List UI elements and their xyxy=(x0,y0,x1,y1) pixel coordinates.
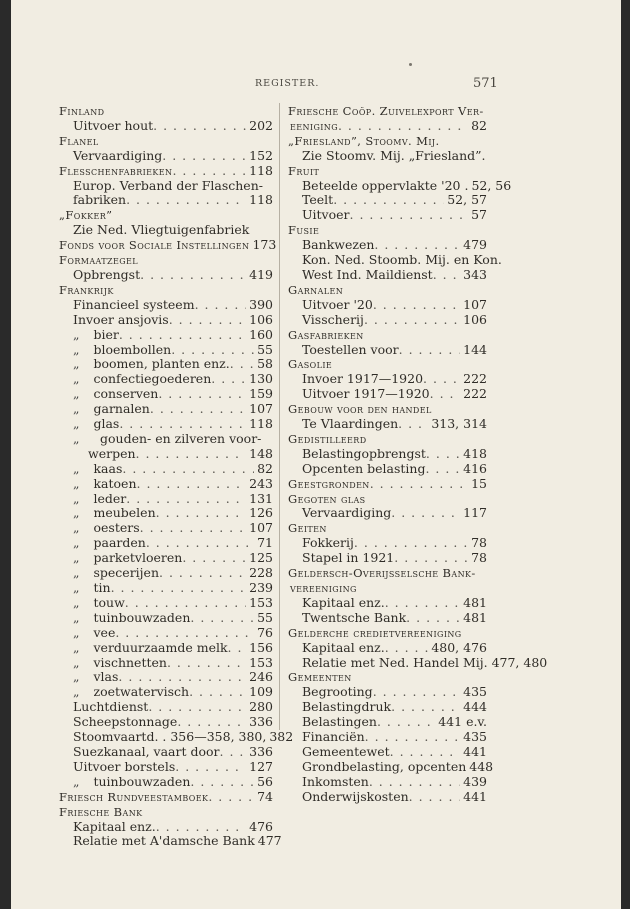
index-row: Kapitaal enz. . . . 476 xyxy=(59,820,273,835)
index-row: Kapitaal enz. . . . 481 xyxy=(288,596,487,611)
entry-heading-row: Geestgronden . . . 15 xyxy=(288,477,487,492)
ditto-mark xyxy=(59,775,79,790)
ditto-mark xyxy=(59,417,79,432)
ditto-mark xyxy=(59,551,79,566)
index-row: Uitvoer . . . 57 xyxy=(288,208,487,223)
entry-heading: Finland xyxy=(59,104,105,118)
ditto-mark xyxy=(59,387,79,402)
index-row: „ bloembollen . . . 55 xyxy=(59,343,273,358)
index-line: Kon. Ned. Stoomb. Mij. en Kon. xyxy=(302,252,502,268)
ditto-mark xyxy=(59,670,79,685)
index-row: „ boomen, planten enz. . . . 58 xyxy=(59,357,273,372)
ditto-mark xyxy=(59,611,79,626)
entry-heading: Gebouw voor den handel xyxy=(288,402,432,417)
index-row: „ conserven . . . 159 xyxy=(59,387,273,402)
index-row: Uitvoer borstels . . . 127 xyxy=(59,760,273,775)
entry-heading: Garnalen xyxy=(288,282,344,297)
index-row: Begrooting . . . 435 xyxy=(288,685,487,700)
index-row: Gemeentewet . . . 441 xyxy=(288,745,487,760)
index-row: Luchtdienst . . . 280 xyxy=(59,700,273,715)
ditto-mark xyxy=(59,372,79,387)
index-row: Grondbelasting, opcenten 448 xyxy=(302,758,494,774)
index-row: „ tuinbouwzaden . . . 55 xyxy=(59,611,273,626)
index-row: Teelt . . . 52, 57 xyxy=(288,193,487,208)
entry-heading: „Friesland”, Stoomv. Mij. xyxy=(288,133,440,148)
index-row: Relatie met A'damsche Bank 477 xyxy=(73,833,282,849)
book-page xyxy=(11,0,621,909)
index-row: Belastingen . . . 441 e.v. xyxy=(288,715,487,730)
index-row: Vervaardiging . . . 117 xyxy=(288,506,487,521)
entry-heading: Fusie xyxy=(288,223,320,238)
ditto-mark xyxy=(59,641,79,656)
index-row: „ vischnetten . . . 153 xyxy=(59,656,273,671)
index-row: Twentsche Bank . . . 481 xyxy=(288,611,487,626)
ditto-mark xyxy=(59,566,79,581)
index-row: Uitvoer 1917—1920 . . . 222 xyxy=(288,387,487,402)
ditto-mark xyxy=(59,536,79,551)
ditto-mark xyxy=(59,328,79,343)
index-row: Stapel in 1921 . . . 78 xyxy=(288,551,487,566)
ditto-mark xyxy=(59,521,79,536)
ditto-mark xyxy=(59,656,79,671)
running-header xyxy=(11,76,621,94)
ditto-mark xyxy=(59,357,79,372)
index-row: Scheepstonnage . . . 336 xyxy=(59,715,273,730)
page-number: 571 xyxy=(473,76,498,91)
index-row: „ kaas . . . 82 xyxy=(59,462,273,477)
index-row: „ vee . . . 76 xyxy=(59,626,273,641)
index-line: Europ. Verband der Flaschen- xyxy=(73,177,263,193)
ditto-mark xyxy=(59,581,79,596)
index-row: „ tuinbouwzaden . . . 56 xyxy=(59,775,273,790)
entry-heading: Gegoten glas xyxy=(288,491,366,506)
entry-heading: „Fokker” xyxy=(59,208,113,223)
entry-heading-row: Flesschenfabrieken . . . 118 xyxy=(59,164,273,179)
index-row: Fokkerij . . . 78 xyxy=(288,536,487,551)
index-row: „ garnalen . . . 107 xyxy=(59,402,273,417)
index-row: Opcenten belasting . . . 416 xyxy=(288,462,487,477)
ditto-mark xyxy=(59,506,79,521)
index-column-right xyxy=(288,104,548,805)
ditto-mark xyxy=(59,626,79,641)
index-row: Te Vlaardingen . . . 313, 314 xyxy=(288,417,487,432)
ditto-mark xyxy=(59,477,79,492)
index-row: „ zoetwatervisch . . . 109 xyxy=(59,685,273,700)
index-row: „ katoen . . . 243 xyxy=(59,477,273,492)
index-row: „ meubelen . . . 126 xyxy=(59,506,273,521)
entry-heading: Frankrijk xyxy=(59,282,114,297)
index-row: Uitvoer hout . . . 202 xyxy=(59,119,273,134)
index-line: Zie Stoomv. Mij. „Friesland”. xyxy=(302,147,486,163)
index-row: Bankwezen . . . 479 xyxy=(288,238,487,253)
index-line: Relatie met Ned. Handel Mij. 477, 480 xyxy=(302,654,548,670)
column-divider xyxy=(279,103,280,730)
index-row: Financiën . . . 435 xyxy=(288,730,487,745)
index-row: „ bier . . . 160 xyxy=(59,328,273,343)
index-row: Beteelde oppervlakte '20 . 52, 56 xyxy=(302,177,512,193)
index-row: Financieel systeem . . . 390 xyxy=(59,298,273,313)
index-row: Vervaardiging . . . 152 xyxy=(59,149,273,164)
entry-heading: Formaatzegel xyxy=(59,253,138,268)
index-row: „ paarden . . . 71 xyxy=(59,536,273,551)
entry-heading: Friesche Coöp. Zuivelexport Ver- xyxy=(288,104,484,118)
entry-heading: Geldersch-Overijsselsche Bank- xyxy=(288,566,476,581)
index-row: West Ind. Maildienst . . . 343 xyxy=(288,268,487,283)
header-title: REGISTER. xyxy=(255,78,320,89)
index-row: Inkomsten . . . 439 xyxy=(288,775,487,790)
index-row: fabriken . . . 118 xyxy=(59,193,273,208)
entry-heading: Geiten xyxy=(288,521,327,536)
index-row: Onderwijskosten . . . 441 xyxy=(288,790,487,805)
index-row: Kapitaal enz. . . . 480, 476 xyxy=(288,641,487,656)
ditto-mark xyxy=(59,596,79,611)
index-row: Toestellen voor . . . 144 xyxy=(288,343,487,358)
index-line: „ gouden- en zilveren voor- xyxy=(59,432,273,447)
index-row: werpen . . . 148 xyxy=(59,447,273,462)
index-row: „ tin . . . 239 xyxy=(59,581,273,596)
index-row: Invoer ansjovis . . . 106 xyxy=(59,313,273,328)
index-row: „ parketvloeren . . . 125 xyxy=(59,551,273,566)
entry-heading-row: Friesch Rundveestamboek . . . 74 xyxy=(59,790,273,805)
index-line: Zie Ned. Vliegtuigenfabriek xyxy=(73,222,250,238)
index-row: Belastingdruk . . . 444 xyxy=(288,700,487,715)
index-row: „ touw . . . 153 xyxy=(59,596,273,611)
entry-heading: Gedistilleerd xyxy=(288,431,367,446)
index-column-left xyxy=(59,104,294,849)
ditto-mark xyxy=(59,343,79,358)
index-row: „ vlas . . . 246 xyxy=(59,670,273,685)
ditto-mark xyxy=(59,462,79,477)
entry-heading: Friesche Bank xyxy=(59,804,143,819)
entry-heading-row: Fonds voor Sociale Instellingen 173 xyxy=(59,237,277,253)
entry-heading: Gasolie xyxy=(288,357,333,372)
page-speck xyxy=(409,63,412,66)
index-row: „ oesters . . . 107 xyxy=(59,521,273,536)
index-row: Invoer 1917—1920 . . . 222 xyxy=(288,372,487,387)
entry-heading: Flanel xyxy=(59,133,99,148)
entry-heading-cont: vereeniging xyxy=(290,581,357,595)
entry-heading: Gelderche credietvereeniging xyxy=(288,625,462,640)
index-row: Belastingopbrengst . . . 418 xyxy=(288,447,487,462)
index-row: „ verduurzaamde melk . . . 156 xyxy=(59,641,273,656)
index-row: „ glas . . . 118 xyxy=(59,417,273,432)
index-row: Stoomvaartd. . 356—358, 380, 382 xyxy=(73,729,294,745)
index-row: „ specerijen . . . 228 xyxy=(59,566,273,581)
ditto-mark xyxy=(59,432,86,447)
entry-heading: Gemeenten xyxy=(288,670,352,685)
ditto-mark xyxy=(59,402,79,417)
entry-heading: Gasfabrieken xyxy=(288,327,364,342)
index-row: Suezkanaal, vaart door . . . 336 xyxy=(59,745,273,760)
ditto-mark xyxy=(59,492,79,507)
index-row: „ leder . . . 131 xyxy=(59,492,273,507)
ditto-mark xyxy=(59,685,79,700)
entry-heading-row: eeniging . . . 82 xyxy=(288,119,487,134)
index-row: Visscherij . . . 106 xyxy=(288,313,487,328)
entry-heading: Fruit xyxy=(288,163,320,178)
index-row: „ confectiegoederen . . . 130 xyxy=(59,372,273,387)
index-row: Uitvoer '20 . . . 107 xyxy=(288,298,487,313)
index-row: Opbrengst . . . 419 xyxy=(59,268,273,283)
